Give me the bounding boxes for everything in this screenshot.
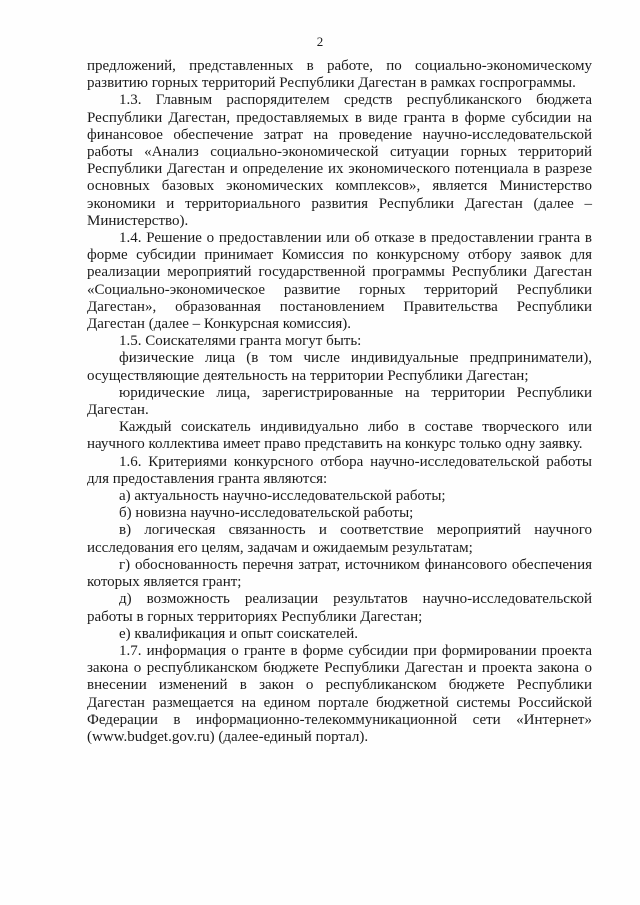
paragraph: а) актуальность научно-исследовательской работы; bbox=[119, 488, 446, 505]
paragraph: физические лица (в том числе индивидуальные предприниматели), осуществляющие деятельность на территории Республики Дагестан; bbox=[87, 350, 592, 384]
paragraph: Каждый соискатель индивидуально либо в составе творческого или научного коллектива имеет право представить на конкурс только одну заявку. bbox=[87, 419, 592, 453]
page-number: 2 bbox=[316, 34, 324, 49]
paragraph: 1.5. Соискателями гранта могут быть: bbox=[119, 333, 362, 350]
paragraph: д) возможность реализации результатов научно-исследовательской работы в горных территориях Республики Дагестан; bbox=[87, 591, 592, 625]
paragraph: 1.6. Критериями конкурсного отбора научно-исследовательской работы для предоставления гранта являются: bbox=[87, 453, 592, 487]
paragraph: 1.7. информация о гранте в форме субсидии при формировании проекта закона о республиканском бюджете Республики Дагестан и проекта закона о внесении изменений в закон о республиканском бюджете Республики Дагестан размещается на едином портале бюджетной системы Российской Федерации в информационно-телекоммуникационной сети «Интернет» (www.budget.gov.ru) (далее-единый портал). bbox=[87, 642, 592, 745]
paragraph: юридические лица, зарегистрированные на территории Республики Дагестан. bbox=[87, 384, 592, 419]
paragraph: е) квалификация и опыт соискателей. bbox=[119, 625, 359, 642]
paragraph: в) логическая связанность и соответствие мероприятий научного исследования его целям, задачам и ожидаемым результатам; bbox=[87, 522, 592, 556]
document-body bbox=[87, 58, 592, 746]
paragraph: г) обоснованность перечня затрат, источником финансового обеспечения которых является грант; bbox=[87, 556, 592, 591]
paragraph: 1.4. Решение о предоставлении или об отказе в предоставлении гранта в форме субсидии принимает Комиссия по конкурсному отбору заявок для реализации мероприятий государственной программы Республики Дагестан «Социально-экономическое развитие горных территорий Республики Дагестан», образованная постановлением Правительства Республики Дагестан (далее – Конкурсная комиссия). bbox=[87, 230, 592, 333]
paragraph: 1.3. Главным распорядителем средств республиканского бюджета Республики Дагестан, предоставляемых в виде гранта в форме субсидии на финансовое обеспечение затрат на проведение научно-исследовательской работы «Анализ социально-экономической ситуации горных территорий Республики Дагестан и определение их экономического потенциала в разрезе основных базовых экономических комплексов», является Министерство экономики и территориального развития Республики Дагестан (далее – Министерство). bbox=[87, 92, 592, 229]
paragraph: предложений, представленных в работе, по социально-экономическому развитию горных территорий Республики Дагестан в рамках госпрограммы. bbox=[87, 58, 592, 92]
paragraph: б) новизна научно-исследовательской работы; bbox=[119, 505, 414, 522]
